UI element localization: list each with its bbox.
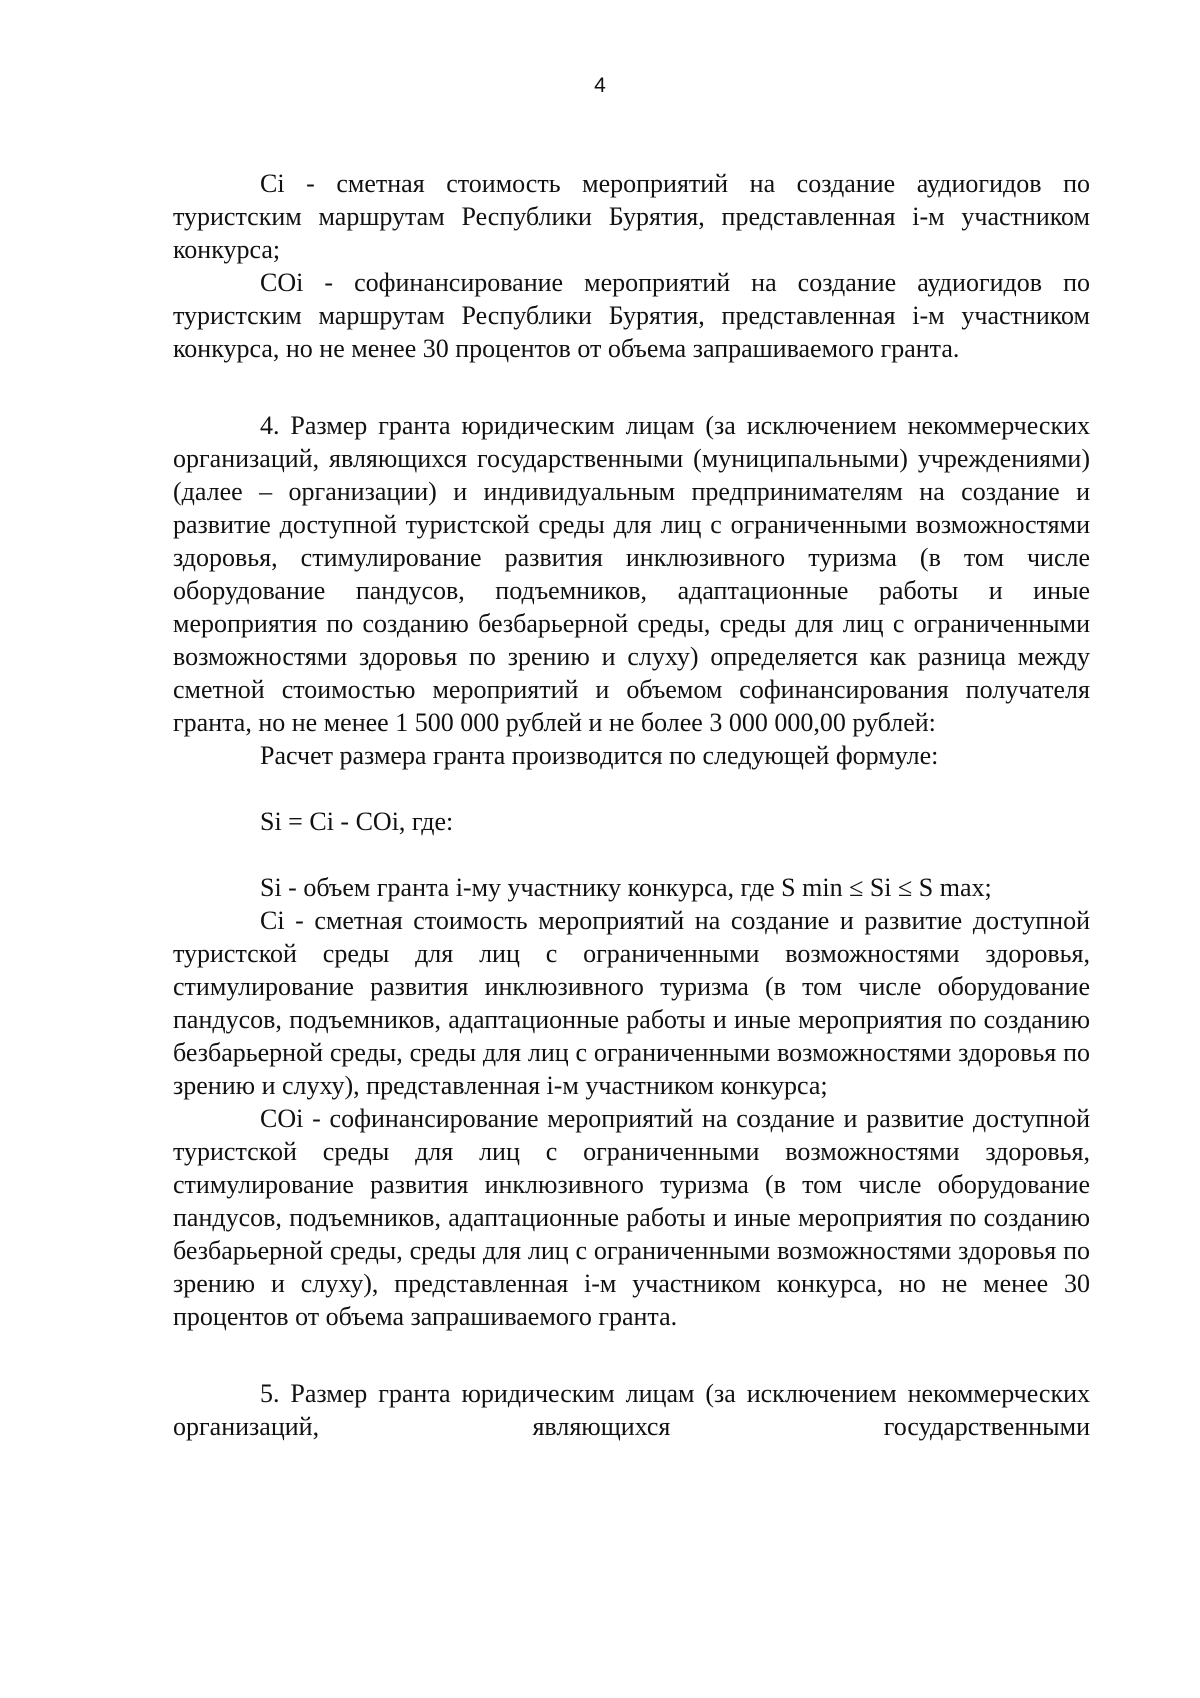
paragraph-calculation-intro: Расчет размера гранта производится по следующей формуле: <box>260 741 939 770</box>
paragraph-ci-audioguides: Сi - сметная стоимость мероприятий на создание аудиогидов по туристским маршрутам Республики Бурятия, представленная i-м участником конкурса; <box>173 169 1090 264</box>
document-body <box>173 167 1090 1443</box>
paragraph-spacer <box>173 838 1090 871</box>
paragraph-coi-accessible: СОi - софинансирование мероприятий на создание и развитие доступной туристской среды для лиц с ограниченными возможностями здоровья, стимулирование развития инклюзивного туризма (в том числе оборудование пандусов, подъемников, адаптационные работы и иные мероприятия по созданию безбарьерной среды, среды для лиц с ограниченными возможностями здоровья по зрению и слуху), представленная i-м участником конкурса, но не менее 30 процентов от объема запрашиваемого гранта. <box>173 1104 1090 1331</box>
paragraph-spacer <box>173 365 1090 409</box>
paragraph-coi-audioguides: СОi - софинансирование мероприятий на создание аудиогидов по туристским маршрутам Республики Бурятия, представленная i-м участником конкурса, но не менее 30 процентов от объема запрашиваемого гранта. <box>173 268 1090 363</box>
paragraph-spacer <box>173 772 1090 805</box>
paragraph-item-4: 4. Размер гранта юридическим лицам (за исключением некоммерческих организаций, являющихся государственными (муниципальными) учреждениями) (далее – организации) и индивидуальным предпринимателям на создание и развитие доступной туристской среды для лиц с ограниченными возможностями здоровья, стимулирование развития инклюзивного туризма (в том числе оборудование пандусов, подъемников, адаптационные работы и иные мероприятия по созданию безбарьерной среды, среды для лиц с ограниченными возможностями здоровья по зрению и слуху) определяется как разница между сметной стоимостью мероприятий и объемом софинансирования получателя гранта, но не менее 1 500 000 рублей и не более 3 000 000,00 рублей: <box>173 411 1090 737</box>
paragraph-ci-accessible: Сi - сметная стоимость мероприятий на создание и развитие доступной туристской среды для лиц с ограниченными возможностями здоровья, стимулирование развития инклюзивного туризма (в том числе оборудование пандусов, подъемников, адаптационные работы и иные мероприятия по созданию безбарьерной среды, среды для лиц с ограниченными возможностями здоровья по зрению и слуху), представленная i-м участником конкурса; <box>173 906 1090 1100</box>
paragraph-si-definition: Si - объем гранта i-му участнику конкурса, где S min ≤ Si ≤ S max; <box>260 873 992 902</box>
paragraph-spacer <box>173 1333 1090 1377</box>
paragraph-item-5: 5. Размер гранта юридическим лицам (за исключением некоммерческих организаций, являющихся государственными <box>173 1379 1090 1441</box>
page-number: 4 <box>594 74 606 97</box>
grant-formula: Si = Сi - СОi, где: <box>260 807 454 836</box>
